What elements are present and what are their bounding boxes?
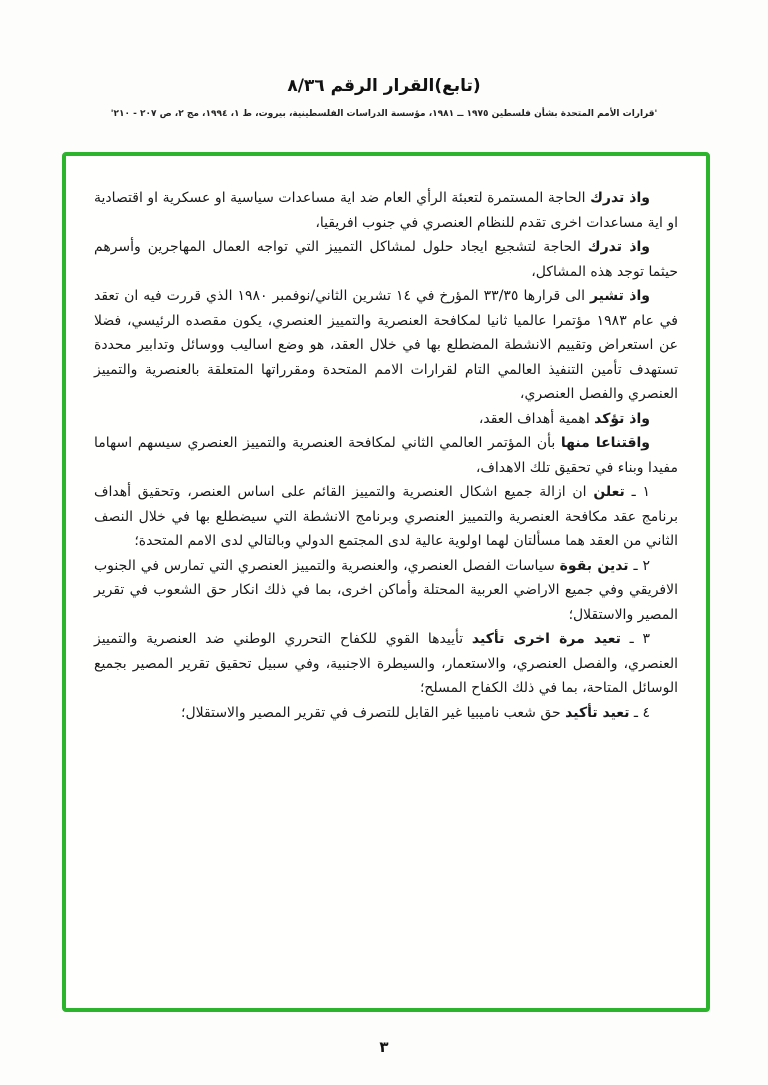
paragraph-lead: واذ تدرك bbox=[590, 190, 650, 206]
paragraph bbox=[94, 407, 678, 432]
paragraph bbox=[94, 627, 678, 701]
resolution-body bbox=[94, 186, 678, 725]
paragraph-text: ان ازالة جميع اشكال العنصرية والتمييز القائم على اساس العنصر، وتحقيق أهداف برنامج عقد مكافحة العنصرية والتمييز العنصري وبرنامج الانشطة التي سيضطلع بها في خلال النصف الثاني من العقد هما مسألتان لهما اولوية عالية لدى المجتمع الدولي وبالتالي لدى الامم المتحدة؛ bbox=[94, 484, 678, 549]
paragraph-lead: واذ تشير bbox=[589, 288, 650, 304]
source-citation: 'قرارات الأمم المتحدة بشأن فلسطين ١٩٧٥ ــ ١٩٨١، مؤسسة الدراسات الفلسطينية، بيروت، ط ١، ١٩٩٤، مج ٢، ص ٢٠٧ - ٢١٠' bbox=[110, 109, 658, 119]
content-frame bbox=[62, 152, 710, 1012]
paragraph-text: سياسات الفصل العنصري، والعنصرية والتمييز العنصري التي تمارس في الجنوب الافريقي وفي جميع الاراضي العربية المحتلة وأماكن اخرى، بما في ذلك انكار حق الشعوب في تقرير المصير والاستقلال؛ bbox=[94, 557, 678, 623]
page-title: (تابع)القرار الرقم ٨/٣٦ bbox=[287, 76, 481, 96]
paragraph-lead: واذ تدرك bbox=[587, 239, 651, 255]
paragraph bbox=[94, 186, 678, 235]
paragraph-lead: تعلن bbox=[593, 484, 625, 500]
paragraph-lead: تدين بقوة bbox=[559, 557, 629, 574]
paragraph-text: الحاجة المستمرة لتعبئة الرأي العام ضد اية مساعدات سياسية او عسكرية او اقتصادية او اية مساعدات اخرى تقدم للنظام العنصري في جنوب افريقيا، bbox=[94, 190, 678, 231]
paragraph-number: ١ ـ bbox=[624, 484, 650, 500]
paragraph-number: ٢ ـ bbox=[628, 557, 650, 574]
paragraph-text: الحاجة لتشجيع ايجاد حلول لمشاكل التمييز التي تواجه العمال المهاجرين وأسرهم حيثما توجد هذه المشاكل، bbox=[94, 239, 678, 280]
paragraph-lead: تعيد تأكيد bbox=[565, 704, 630, 721]
paragraph-text: بأن المؤتمر العالمي الثاني لمكافحة العنصرية والتمييز العنصري سيسهم اسهاما مفيدا وبناء في تحقيق تلك الاهداف، bbox=[94, 435, 678, 476]
paragraph bbox=[94, 431, 678, 480]
paragraph-text: تأييدها القوي للكفاح التحرري الوطني ضد العنصرية والتمييز العنصري، والفصل العنصري، والاستعمار، والسيطرة الاجنبية، وفي سبيل تحقيق تقرير المصير بجميع الوسائل المتاحة، بما في ذلك الكفاح المسلح؛ bbox=[94, 631, 678, 696]
paragraph bbox=[94, 480, 678, 554]
paragraph bbox=[94, 235, 678, 284]
paragraph-text: حق شعب ناميبيا غير القابل للتصرف في تقرير المصير والاستقلال؛ bbox=[181, 704, 566, 721]
paragraph-number: ٣ ـ bbox=[620, 631, 650, 647]
page-number: ٣ bbox=[379, 1038, 389, 1056]
paragraph-number: ٤ ـ bbox=[629, 704, 650, 721]
paragraph-lead: واقتناعا منها bbox=[560, 435, 651, 451]
paragraph bbox=[94, 701, 678, 726]
paragraph-lead: تعيد مرة اخرى تأكيد bbox=[471, 631, 621, 647]
paragraph-text: الى قرارها ٣٣/٣٥ المؤرخ في ١٤ تشرين الثاني/نوفمبر ١٩٨٠ الذي قررت فيه ان تعقد في عام ١٩٨٣ مؤتمرا عالميا ثانيا لمكافحة العنصرية والتمييز العنصري، يكون مقصده الرئيسي، فضلا عن استعراض وتقييم الانشطة المضطلع بها في خلال العقد، هو وضع اساليب ووسائل وتدابير محددة تستهدف تأمين التنفيذ العالمي التام لقرارات الامم المتحدة ومقرراتها المتعلقة بالعنصرية والتمييز العنصري والفصل العنصري، bbox=[94, 288, 679, 402]
paragraph bbox=[94, 284, 678, 407]
paragraph-text: اهمية أهداف العقد، bbox=[478, 410, 595, 427]
paragraph bbox=[94, 554, 678, 628]
paragraph-lead: واذ تؤكد bbox=[594, 410, 650, 427]
